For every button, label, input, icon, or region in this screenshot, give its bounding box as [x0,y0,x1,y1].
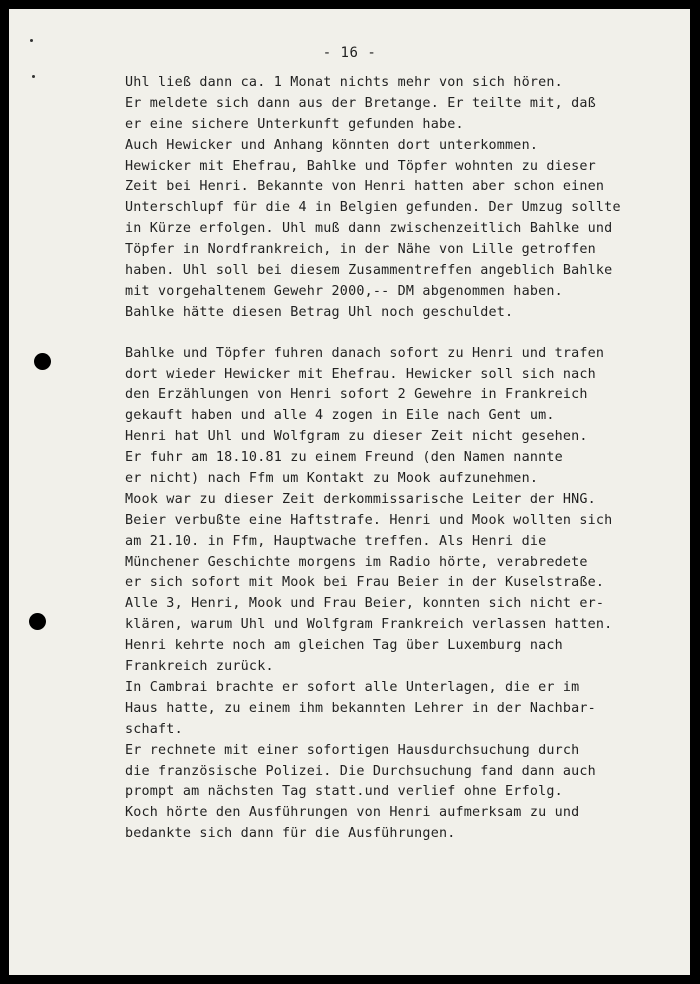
text-line: mit vorgehaltenem Gewehr 2000,-- DM abgenommen haben. [125,283,563,299]
text-line: Bahlke und Töpfer fuhren danach sofort zu Henri und trafen [125,345,605,361]
text-line: klären, warum Uhl und Wolfgram Frankreich verlassen hatten. [125,617,613,633]
text-line: Er meldete sich dann aus der Bretange. Er teilte mit, daß [125,95,596,111]
text-line: prompt am nächsten Tag statt.und verlief ohne Erfolg. [125,784,563,800]
page-number: - 16 - [322,45,377,61]
text-line: in Kürze erfolgen. Uhl muß dann zwischenzeitlich Bahlke und [125,221,613,237]
paragraph-gap [125,324,665,344]
text-line: Zeit bei Henri. Bekannte von Henri hatten aber schon einen [125,179,605,195]
text-line: haben. Uhl soll bei diesem Zusammentreffen angeblich Bahlke [125,263,613,279]
document-page [9,9,690,975]
text-line: bedankte sich dann für die Ausführungen. [125,826,456,842]
text-line: schaft. [125,721,183,737]
text-line: Henri hat Uhl und Wolfgram zu dieser Zeit nicht gesehen. [125,429,588,445]
text-line: Auch Hewicker und Anhang könnten dort unterkommen. [125,137,539,153]
text-line: Alle 3, Henri, Mook und Frau Beier, konnten sich nicht er- [125,596,605,612]
text-line: Hewicker mit Ehefrau, Bahlke und Töpfer wohnten zu dieser [125,158,596,174]
text-line: dort wieder Hewicker mit Ehefrau. Hewicker soll sich nach [125,366,596,382]
text-line: die französische Polizei. Die Durchsuchung fand dann auch [125,763,596,779]
text-line: Er fuhr am 18.10.81 zu einem Freund (den Namen nannte [125,450,563,466]
text-line: den Erzählungen von Henri sofort 2 Gewehre in Frankreich [125,387,588,403]
document-body [125,73,665,845]
text-line: Uhl ließ dann ca. 1 Monat nichts mehr von sich hören. [125,75,563,90]
text-line: er nicht) nach Ffm um Kontakt zu Mook aufzunehmen. [125,471,539,487]
text-line: Mook war zu dieser Zeit derkommissarische Leiter der HNG. [125,491,596,507]
scan-speck [32,75,35,78]
text-line: Beier verbußte eine Haftstrafe. Henri und Mook wollten sich [125,512,613,528]
paragraph-1 [125,73,665,324]
text-line: Er rechnete mit einer sofortigen Hausdurchsuchung durch [125,742,580,758]
punch-hole-bottom [29,613,46,630]
text-line: Haus hatte, zu einem ihm bekannten Lehrer in der Nachbar- [125,700,596,716]
text-line: er sich sofort mit Mook bei Frau Beier in der Kuselstraße. [125,575,605,591]
text-line: Töpfer in Nordfrankreich, in der Nähe von Lille getroffen [125,242,596,258]
text-line: Koch hörte den Ausführungen von Henri aufmerksam zu und [125,805,580,821]
punch-hole-top [34,353,51,370]
scan-speck [30,39,33,42]
paragraph-2 [125,344,665,845]
text-line: gekauft haben und alle 4 zogen in Eile nach Gent um. [125,408,555,424]
text-line: Henri kehrte noch am gleichen Tag über Luxemburg nach [125,638,563,654]
text-line: er eine sichere Unterkunft gefunden habe. [125,116,464,132]
text-line: In Cambrai brachte er sofort alle Unterlagen, die er im [125,679,580,695]
text-line: am 21.10. in Ffm, Hauptwache treffen. Als Henri die [125,533,547,549]
text-line: Münchener Geschichte morgens im Radio hörte, verabredete [125,554,588,570]
text-line: Frankreich zurück. [125,659,274,675]
text-line: Unterschlupf für die 4 in Belgien gefunden. Der Umzug sollte [125,200,621,216]
text-line: Bahlke hätte diesen Betrag Uhl noch geschuldet. [125,304,514,320]
